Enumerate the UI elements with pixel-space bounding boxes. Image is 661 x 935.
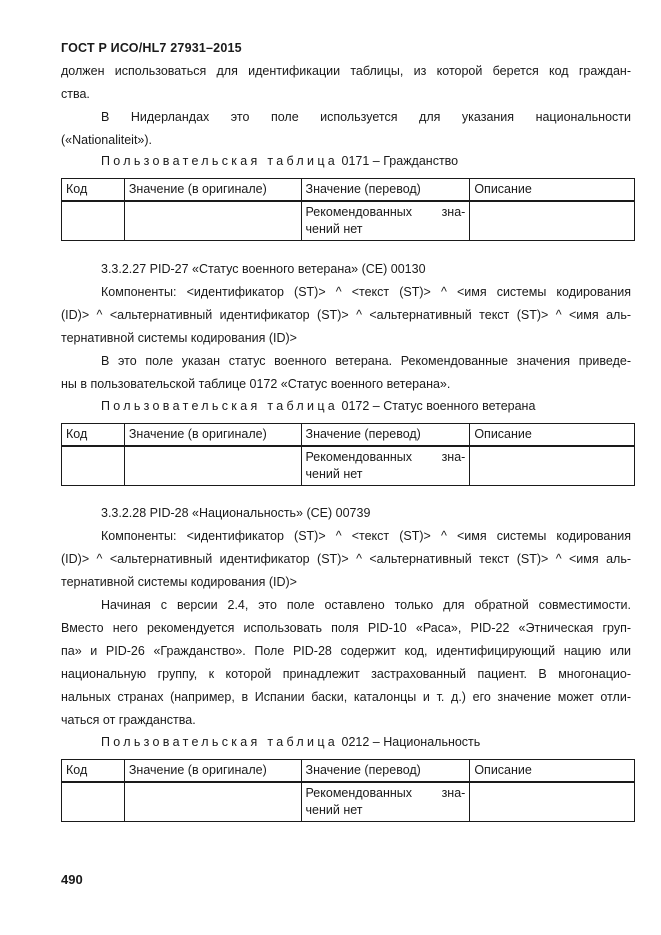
text-line: (ID)> ^ <альтернативный идентификатор (ST)> ^ <альтернативный текст (ST)> ^ <имя аль- (61, 552, 631, 566)
user-table-0171 (61, 178, 635, 241)
text-line: (ID)> ^ <альтернативный идентификатор (ST)> ^ <альтернативный текст (ST)> ^ <имя аль- (61, 308, 631, 322)
table-row (62, 782, 635, 822)
section-heading: 3.3.2.27 PID-27 «Статус военного ветерана» (CE) 00130 (101, 262, 426, 276)
text-line: В Нидерландах это поле используется для указания национальности (101, 110, 631, 124)
standard-header: ГОСТ Р ИСО/HL7 27931–2015 (61, 41, 242, 55)
header-code: Код (62, 179, 125, 202)
cell-value-original (124, 782, 301, 822)
section-3-3-2-28 (61, 502, 631, 732)
header-description: Описание (470, 179, 635, 202)
cell-value-translation (301, 446, 470, 486)
text-line: национальную группу, к которой принадлежит застрахованный пациент. В многонацио- (61, 667, 631, 681)
caption-title: 0171 – Гражданство (341, 154, 459, 168)
header-value-translation: Значение (перевод) (301, 179, 470, 202)
text-line: Вместо него рекомендуется использовать поля PID-10 «Раса», PID-22 «Этническая груп- (61, 621, 631, 635)
header-code: Код (62, 424, 125, 447)
cell-text: Рекомендованных зна- (305, 786, 466, 800)
text-line: па» и PID-26 «Гражданство». Поле PID-28 содержит код, идентифицирующий нацию или (61, 644, 631, 658)
cell-text: чений нет (305, 467, 363, 481)
text-line: должен использоваться для идентификации таблицы, из которой берется код граждан- (61, 64, 631, 78)
cell-code (62, 782, 125, 822)
table-header-row (62, 760, 635, 783)
table-caption (101, 399, 535, 413)
caption-title: 0172 – Статус военного ветерана (341, 399, 536, 413)
page-number: 490 (61, 872, 83, 887)
header-code: Код (62, 760, 125, 783)
text-line: тернативной системы кодирования (ID)> (61, 331, 297, 345)
cell-value-original (124, 446, 301, 486)
cell-value-translation (301, 782, 470, 822)
header-value-translation: Значение (перевод) (301, 760, 470, 783)
section-3-3-2-27 (61, 258, 631, 396)
text-line: чаться от гражданства. (61, 713, 196, 727)
cell-description (470, 201, 635, 241)
table-header-row (62, 424, 635, 447)
header-description: Описание (470, 760, 635, 783)
cell-description (470, 782, 635, 822)
user-table-0172 (61, 423, 635, 486)
text-line: ства. (61, 87, 90, 101)
cell-code (62, 446, 125, 486)
header-value-translation: Значение (перевод) (301, 424, 470, 447)
user-table-0212 (61, 759, 635, 822)
header-description: Описание (470, 424, 635, 447)
document-page (61, 0, 631, 935)
cell-value-translation (301, 201, 470, 241)
caption-label: Пользовательская таблица (101, 735, 339, 749)
header-value-original: Значение (в оригинале) (124, 424, 301, 447)
section-heading: 3.3.2.28 PID-28 «Национальность» (CE) 00739 (101, 506, 371, 520)
cell-value-original (124, 201, 301, 241)
text-line: В это поле указан статус военного ветерана. Рекомендованные значения приведе- (101, 354, 631, 368)
cell-text: Рекомендованных зна- (305, 205, 466, 219)
text-line: Компоненты: <идентификатор (ST)> ^ <текст (ST)> ^ <имя системы кодирования (101, 529, 631, 543)
text-line: тернативной системы кодирования (ID)> (61, 575, 297, 589)
text-line: Компоненты: <идентификатор (ST)> ^ <текст (ST)> ^ <имя системы кодирования (101, 285, 631, 299)
text-line: ны в пользовательской таблице 0172 «Статус военного ветерана». (61, 377, 451, 391)
caption-title: 0212 – Национальность (341, 735, 481, 749)
table-caption (101, 154, 458, 168)
table-row (62, 446, 635, 486)
cell-text: Рекомендованных зна- (305, 450, 466, 464)
cell-code (62, 201, 125, 241)
caption-label: Пользовательская таблица (101, 154, 339, 168)
cell-description (470, 446, 635, 486)
text-line: Начиная с версии 2.4, это поле оставлено только для обратной совместимости. (101, 598, 631, 612)
header-value-original: Значение (в оригинале) (124, 179, 301, 202)
text-line: нальных странах (например, в Испании баски, каталонцы и т. д.) его значение может отли- (61, 690, 631, 704)
table-caption (101, 735, 480, 749)
cell-text: чений нет (305, 803, 363, 817)
intro-paragraph (61, 60, 631, 152)
table-header-row (62, 179, 635, 202)
text-line: («Nationaliteit»). (61, 133, 153, 147)
header-value-original: Значение (в оригинале) (124, 760, 301, 783)
cell-text: чений нет (305, 222, 363, 236)
table-row (62, 201, 635, 241)
caption-label: Пользовательская таблица (101, 399, 339, 413)
